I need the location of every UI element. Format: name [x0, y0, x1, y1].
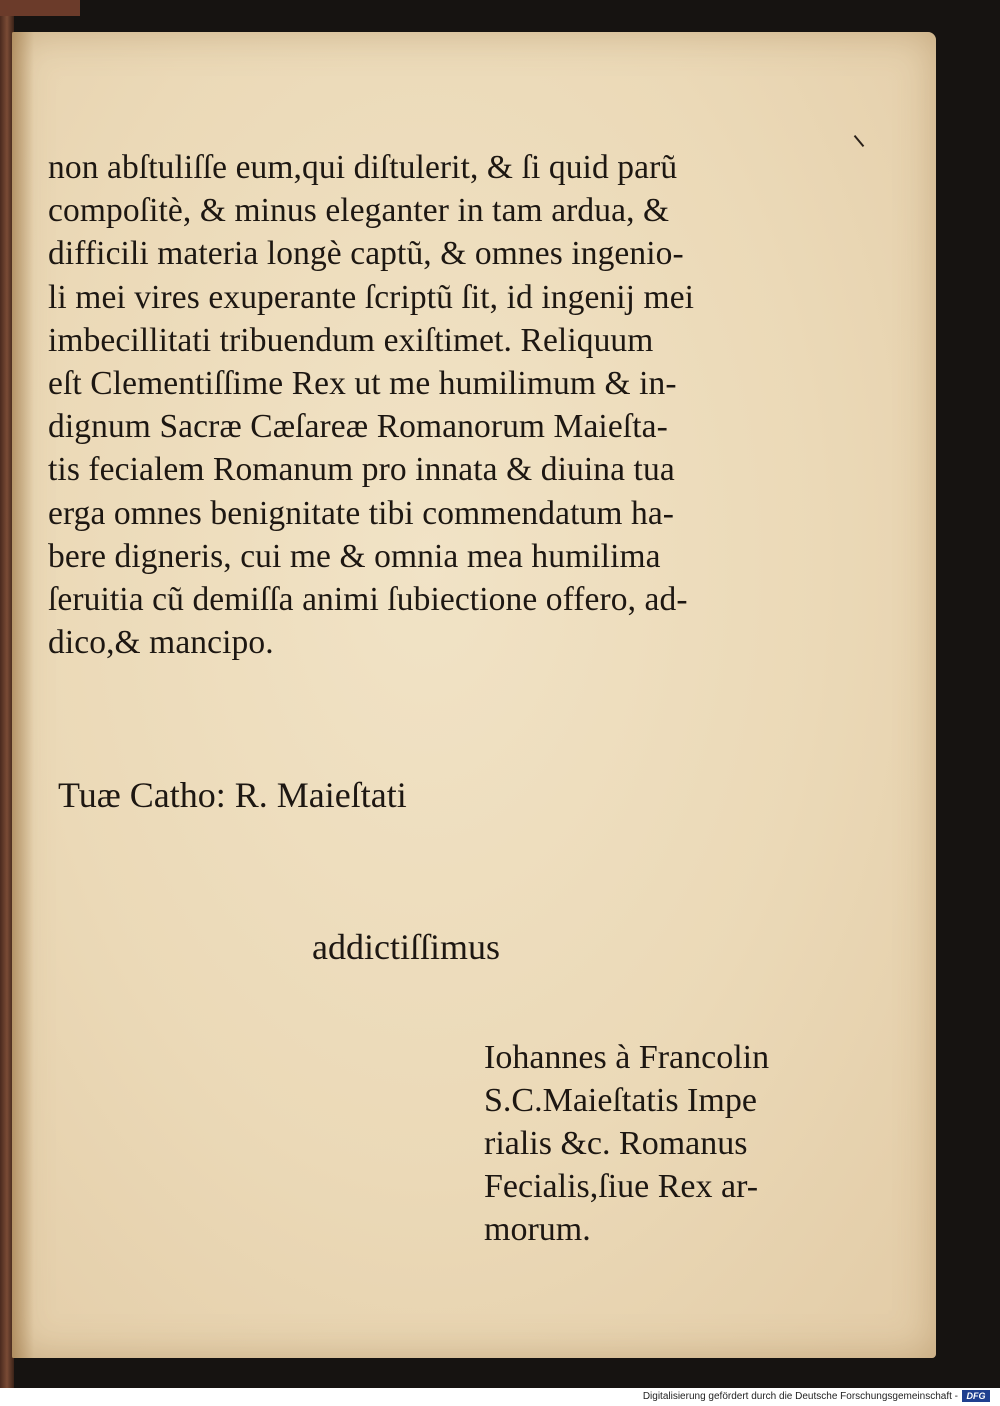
dfg-logo: DFG [962, 1390, 990, 1402]
text-line: li mei vires exuperante ſcriptũ ſit, id ingenij mei [48, 278, 695, 316]
text-line: erga omnes benignitate tibi commendatum ha- [48, 494, 675, 532]
author-line: Iohannes à Francolin [484, 1039, 770, 1076]
body-paragraph [48, 146, 848, 664]
author-block [484, 1036, 769, 1251]
text-line: dico,& mancipo. [48, 624, 274, 662]
page-gutter-shadow [12, 32, 34, 1358]
closing-salutation: Tuæ Catho: R. Maieſtati [58, 775, 407, 815]
author-line: rialis &c. Romanus [484, 1125, 748, 1162]
author-line: morum. [484, 1211, 591, 1248]
text-line: compoſitè, & minus eleganter in tam ardua, & [48, 192, 670, 230]
spine-cap [0, 0, 80, 16]
funding-credit: Digitalisierung gefördert durch die Deutsche Forschungsgemeinschaft - [642, 1391, 958, 1402]
text-line: difficili materia longè captũ, & omnes ingenio- [48, 235, 684, 273]
author-line: Fecialis,ſiue Rex ar- [484, 1168, 759, 1205]
signature-word: addictiſſimus [312, 927, 500, 967]
text-line: ſeruitia cũ demiſſa animi ſubiectione offero, ad- [48, 581, 688, 619]
text-line: eſt Clementiſſime Rex ut me humilimum & in- [48, 365, 677, 403]
author-line: S.C.Maieſtatis Impe [484, 1082, 757, 1119]
text-line: non abſtuliſſe eum,qui diſtulerit, & ſi quid parũ [48, 149, 678, 186]
text-line: bere digneris, cui me & omnia mea humilima [48, 537, 661, 575]
text-line: tis fecialem Romanum pro innata & diuina tua [48, 451, 675, 489]
text-line: imbecillitati tribuendum exiſtimet. Reliquum [48, 321, 654, 359]
text-line: dignum Sacræ Cæſareæ Romanorum Maieſta- [48, 408, 668, 446]
